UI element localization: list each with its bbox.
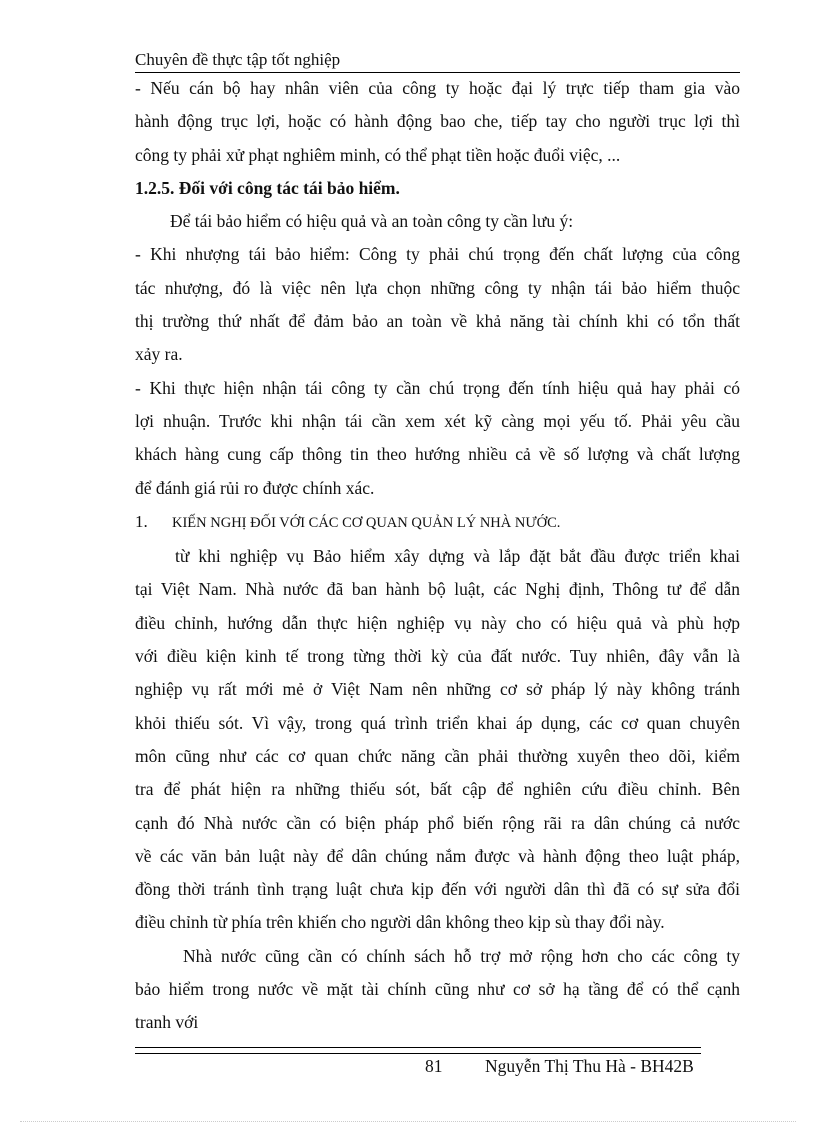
text-line: tra để phát hiện ra những thiếu sót, bất cập để nghiên cứu điều chỉnh. Bên (135, 779, 740, 800)
text-line: thị trường thứ nhất để đảm bảo an toàn về khả năng tài chính khi có tổn thất (135, 311, 740, 332)
page-number: 81 (425, 1056, 443, 1076)
paragraph (135, 540, 740, 940)
page-edge-divider (20, 1121, 796, 1122)
text-line: hành động trục lợi, hoặc có hành động bao che, tiếp tay cho người trục lợi thì (135, 111, 740, 132)
text-line: từ khi nghiệp vụ Bảo hiểm xây dựng và lắp đặt bắt đầu được triển khai (175, 546, 740, 567)
document-body (135, 72, 740, 1040)
paragraph (135, 238, 740, 371)
text-line: tại Việt Nam. Nhà nước đã ban hành bộ luật, các Nghị định, Thông tư để dẫn (135, 579, 740, 600)
text-line: - Khi thực hiện nhận tái công ty cần chú trọng đến tính hiệu quả hay phải có (135, 377, 740, 398)
text-line: điều chỉnh từ phía trên khiến cho người dân không theo kịp sù thay đổi này. (135, 912, 665, 933)
footer-rule (135, 1047, 701, 1054)
footer-author: Nguyễn Thị Thu Hà - BH42B (485, 1056, 694, 1076)
text-line: Nhà nước cũng cần có chính sách hỗ trợ mở rộng hơn cho các công ty (183, 945, 740, 966)
text-line: bảo hiểm trong nước về mặt tài chính cũng như cơ sở hạ tầng để có thể cạnh (135, 979, 740, 1000)
text-line: công ty phải xử phạt nghiêm minh, có thể phạt tiền hoặc đuổi việc, ... (135, 144, 621, 165)
text-line: lợi nhuận. Trước khi nhận tái cần xem xét kỹ càng mọi yếu tố. Phải yêu cầu (135, 410, 740, 431)
section-heading: 1.2.5. Đối với công tác tái bảo hiểm. (135, 177, 400, 198)
item-text: KIẾN NGHỊ ĐỐI VỚI CÁC CƠ QUAN QUẢN LÝ NHÀ NƯỚC. (172, 514, 561, 531)
paragraph (135, 940, 740, 1040)
text-line: khỏi thiếu sót. Vì vậy, trong quá trình triển khai áp dụng, các cơ quan chuyên (135, 712, 740, 733)
text-line: điều chỉnh, hướng dẫn thực hiện nghiệp vụ này cho có hiệu quả và phù hợp (135, 612, 740, 633)
text-line: về các văn bản luật này để dân chúng nắm được và hành động theo luật pháp, (135, 845, 740, 866)
text-line: đồng thời tránh tình trạng luật chưa kịp đến với người dân thì đã có sự sửa đổi (135, 879, 740, 900)
item-number: 1. (135, 511, 148, 531)
text-line: - Nếu cán bộ hay nhân viên của công ty hoặc đại lý trực tiếp tham gia vào (135, 78, 740, 98)
text-line: - Khi nhượng tái bảo hiểm: Công ty phải chú trọng đến chất lượng của công (135, 244, 740, 265)
paragraph (135, 372, 740, 505)
text-line: để đánh giá rủi ro được chính xác. (135, 477, 375, 498)
paragraph (135, 72, 740, 172)
text-line: khách hàng cung cấp thông tin theo hướng nhiều cả về số lượng và chất lượng (135, 444, 740, 465)
text-line: nghiệp vụ rất mới mẻ ở Việt Nam nên những cơ sở pháp lý này không tránh (135, 679, 740, 700)
text-line: môn cũng như các cơ quan chức năng cần phải thường xuyên theo dõi, kiểm (135, 745, 740, 766)
text-line: tác nhượng, đó là việc nên lựa chọn những công ty nhận tái bảo hiểm thuộc (135, 277, 740, 298)
text-line: tranh với (135, 1012, 199, 1033)
text-line: cạnh đó Nhà nước cần có biện pháp phổ biến rộng rãi ra dân chúng cả nước (135, 812, 740, 833)
text-line: với điều kiện kinh tế trong từng thời kỳ của đất nước. Tuy nhiên, đây vẫn là (135, 646, 740, 667)
recommendation-heading (135, 505, 740, 540)
page-header: Chuyên đề thực tập tốt nghiệp (135, 50, 740, 73)
paragraph (135, 205, 740, 238)
text-line: Để tái bảo hiểm có hiệu quả và an toàn công ty cần lưu ý: (170, 211, 574, 232)
text-line: xảy ra. (135, 344, 183, 365)
